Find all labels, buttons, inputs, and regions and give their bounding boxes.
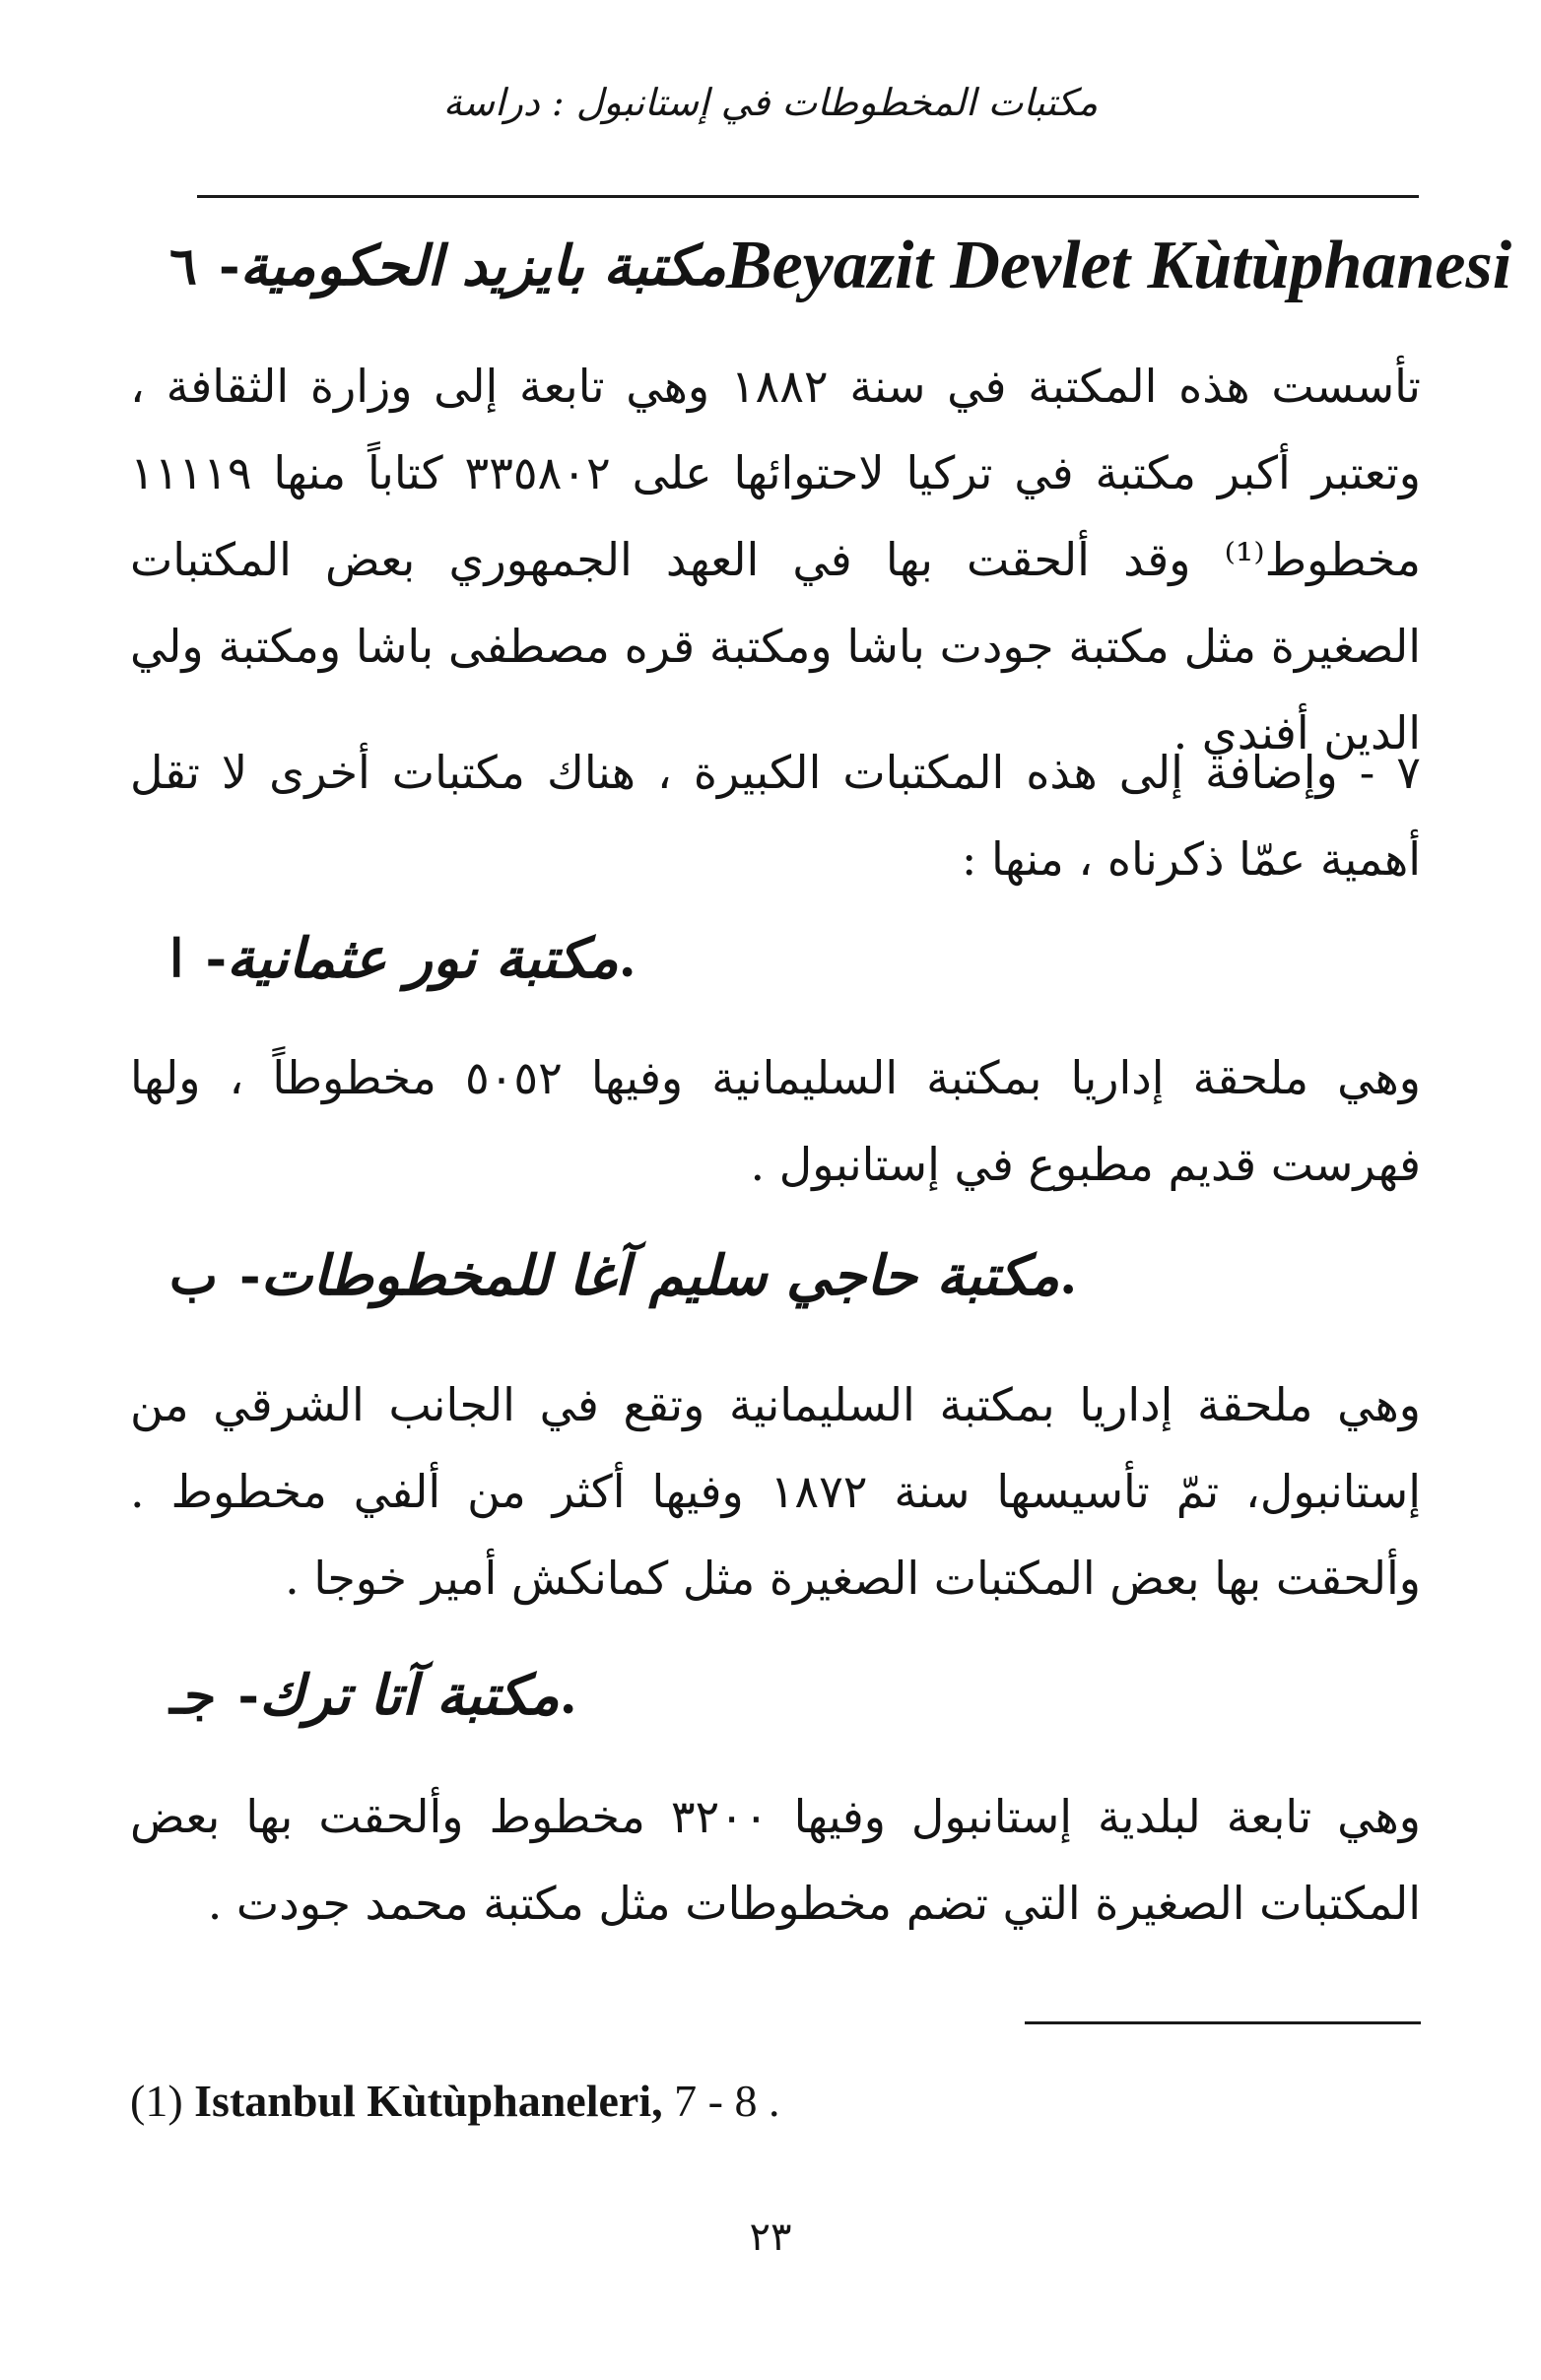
subsection-b-dash: - (238, 1245, 261, 1306)
section-6-number: ٦ (169, 235, 197, 297)
subsection-c-title: مكتبة آتا ترك (258, 1663, 560, 1728)
subsection-c-marker: جـ (169, 1665, 217, 1726)
section-6-dash: - (218, 235, 240, 297)
section-6-paragraph: تأسست هذه المكتبة في سنة ١٨٨٢ وهي تابعة إلى وزارة الثقافة ، وتعتبر أكبر مكتبة في تركيا لاحتوائها على ٣٣٥٨٠٢ كتاباً منها ١١١١٩ مخطوط⁽¹⁾ وقد ألحقت بها في العهد الجمهوري بعض المكتبات الصغيرة مثل مكتبة جودت باشا ومكتبة قره مصطفى باشا ومكتبة ولي الدين أفندي . (130, 360, 1421, 760)
subsection-a-period: . (618, 928, 636, 989)
subsection-c-paragraph: وهي تابعة لبلدية إستانبول وفيها ٣٢٠٠ مخطوط وألحقت بها بعض المكتبات الصغيرة التي تضم مخطوطات مثل مكتبة محمد جودت . (130, 1790, 1421, 1930)
subsection-b-heading (148, 1243, 1429, 1308)
page-number: ٢٣ (749, 2215, 792, 2260)
footnote-rule (1025, 2021, 1421, 2024)
footnote-marker: (1) (130, 2076, 183, 2126)
subsection-c-heading (148, 1663, 1429, 1728)
section-6-title-latin: Beyazit Devlet Kùtùphanesi (725, 228, 1512, 303)
subsection-a-title: مكتبة نور عثمانية (227, 926, 619, 991)
subsection-a-marker: ا (169, 928, 184, 989)
subsection-a-paragraph: وهي ملحقة إداريا بمكتبة السليمانية وفيها ٥٠٥٢ مخطوطاً ، ولها فهرست قديم مطبوع في إستانبول . (130, 1051, 1421, 1191)
subsection-b-period: . (1059, 1245, 1078, 1306)
section-6-heading (148, 227, 1512, 305)
footnote (130, 2075, 779, 2127)
subsection-b-title: مكتبة حاجي سليم آغا للمخطوطات (260, 1243, 1060, 1308)
subsection-a-heading (148, 926, 1429, 991)
subsection-c-dash: - (237, 1665, 259, 1726)
subsection-b-marker: ب (169, 1245, 218, 1306)
footnote-pages: 7 - 8 . (674, 2076, 780, 2126)
section-6-title-arabic: مكتبة بايزيد الحكومية (239, 233, 726, 298)
subsection-a-dash: - (205, 928, 228, 989)
section-7-paragraph: ٧ - وإضافة إلى هذه المكتبات الكبيرة ، هناك مكتبات أخرى لا تقل أهمية عمّا ذكرناه ، منها : (130, 746, 1421, 886)
subsection-b-paragraph: وهي ملحقة إداريا بمكتبة السليمانية وتقع في الجانب الشرقي من إستانبول، تمّ تأسيسها سنة ١٨٧٢ وفيها أكثر من ألفي مخطوط . وألحقت بها بعض المكتبات الصغيرة مثل كمانكش أمير خوجا . (130, 1378, 1421, 1605)
footnote-title: Istanbul Kùtùphaneleri, (194, 2076, 663, 2126)
subsection-c-period: . (559, 1665, 577, 1726)
header-rule (197, 195, 1419, 198)
running-header: مكتبات المخطوطات في إستانبول : دراسة (442, 81, 1099, 124)
